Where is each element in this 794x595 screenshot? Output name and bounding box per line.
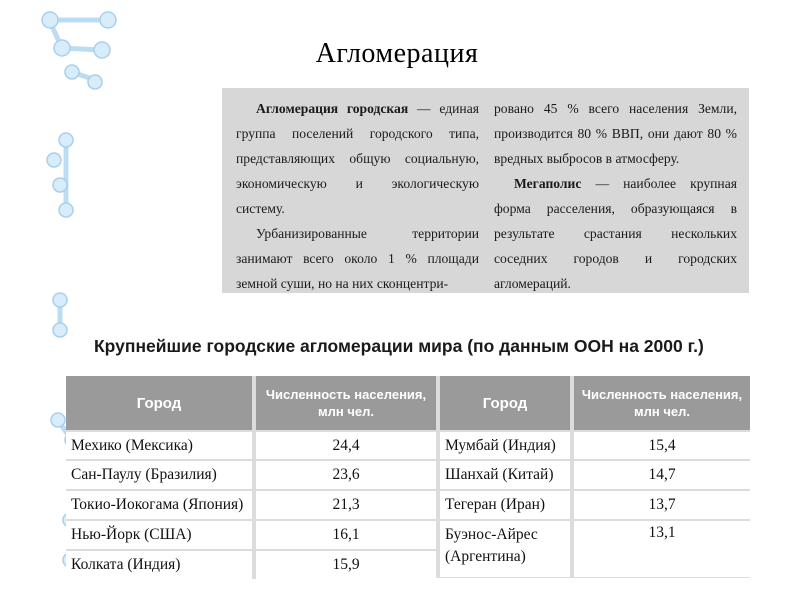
cell-city: Буэнос-Айрес (Аргентина): [440, 521, 570, 577]
cell-population: 14,7: [574, 461, 750, 489]
table-row: [440, 432, 750, 459]
table-row: [66, 521, 436, 549]
term-megalopolis: Мегаполис: [514, 176, 582, 191]
table-header-row: [440, 376, 750, 430]
header-population: Численность населения, млн чел.: [265, 387, 427, 419]
cell-city: Мумбай (Индия): [440, 432, 570, 459]
definition-paragraph: [236, 221, 479, 296]
definition-box: [222, 88, 749, 293]
cell-population: 13,7: [574, 491, 750, 519]
table-row: [66, 461, 436, 489]
definition-text: Урбанизированные территории занимают всего около 1 % площади земной суши, но на них сконцентри-: [236, 226, 479, 291]
cell-population: 21,3: [256, 491, 436, 519]
cell-population: 23,6: [256, 461, 436, 489]
cell-city: Сан-Паулу (Бразилия): [66, 461, 252, 489]
cell-population: 13,1: [574, 521, 750, 577]
definition-paragraph: [236, 96, 479, 221]
definition-text: — наиболее крупная форма расселения, образующаяся в результате срастания нескольких соседних городов и городских агломераций.: [494, 176, 737, 291]
definition-text: — единая группа поселений городского типа, представляющих общую социальную, экономическую и экологическую систему.: [236, 101, 479, 216]
cell-city: Нью-Йорк (США): [66, 521, 252, 549]
definition-text: ровано 45 % всего населения Земли, производится 80 % ВВП, они дают 80 % вредных выбросов в атмосферу.: [494, 101, 737, 166]
definition-right-column: [494, 96, 737, 291]
table-row: [440, 491, 750, 519]
table-header-row: [66, 376, 436, 430]
cell-city: Шанхай (Китай): [440, 461, 570, 489]
definition-paragraph: [494, 171, 737, 296]
cell-population: 15,9: [256, 551, 436, 579]
definition-paragraph: [494, 96, 737, 171]
cell-population: 24,4: [256, 432, 436, 459]
header-city: Город: [482, 394, 528, 412]
agglomerations-table: [66, 376, 750, 578]
table-caption: Крупнейшие городские агломерации мира (по данным ООН на 2000 г.): [94, 336, 704, 356]
cell-population: 15,4: [574, 432, 750, 459]
cell-city: Токио-Иокогама (Япония): [66, 491, 252, 519]
header-population: Численность населения, млн чел.: [581, 387, 743, 419]
table-row: [66, 432, 436, 459]
definition-left-column: [236, 96, 479, 291]
cell-city: Тегеран (Иран): [440, 491, 570, 519]
table-row: [66, 551, 436, 579]
cell-city: Мехико (Мексика): [66, 432, 252, 459]
cell-city: Колката (Индия): [66, 551, 252, 579]
table-row: [440, 521, 750, 577]
cell-population: 16,1: [256, 521, 436, 549]
term-agglomeration: Агломерация городская: [256, 101, 409, 116]
slide-title: Агломерация: [315, 38, 479, 69]
table-row: [66, 491, 436, 519]
table-row: [440, 461, 750, 489]
header-city: Город: [136, 394, 182, 412]
